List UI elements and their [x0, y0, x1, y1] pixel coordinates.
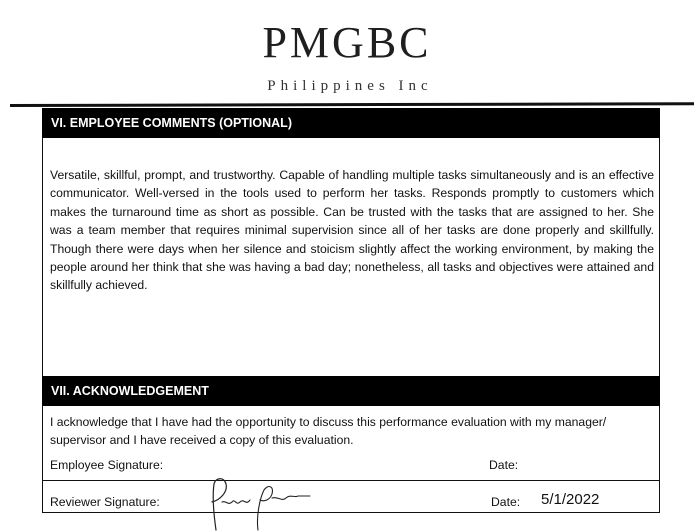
- reviewer-date-label: Date:: [491, 495, 521, 509]
- reviewer-date-value: 5/1/2022: [541, 491, 600, 508]
- acknowledgement-statement: I acknowledge that I have had the opportunity to discuss this performance evaluation with my manager/ supervisor and I have received a copy of this evaluation.: [50, 415, 607, 447]
- employee-signature-line: [42, 480, 660, 481]
- reviewer-signature-image: [198, 476, 318, 532]
- reviewer-signature-label: Reviewer Signature:: [50, 495, 160, 509]
- employee-date-label: Date:: [489, 458, 519, 472]
- header-divider: [10, 102, 694, 107]
- employee-comments-text: Versatile, skillful, prompt, and trustworthy. Capable of handling multiple tasks simultaneously and is an effective communicator. Well-versed in the tools used to perform her tasks. Responds promptly to customers which makes the turnaround time as short as possible. Can be trusted with the tasks that are assigned to her. She was a team member that requires minimal supervision since all of her tasks are done properly and skillfully. Though there were days when her silence and stoicism slightly affect the working environment, by making the people around her think that she was having a bad day; nonetheless, all tasks and objectives were attained and skillfully achieved.: [50, 168, 654, 293]
- employee-signature-label: Employee Signature:: [50, 458, 164, 472]
- company-logo-subtitle: Philippines Inc: [267, 78, 433, 94]
- company-logo-text: PMGBC: [262, 18, 432, 67]
- employee-comments-header: VI. EMPLOYEE COMMENTS (OPTIONAL): [42, 108, 660, 138]
- reviewer-signature-line: [42, 512, 660, 513]
- acknowledgement-header: VII. ACKNOWLEDGEMENT: [42, 376, 660, 406]
